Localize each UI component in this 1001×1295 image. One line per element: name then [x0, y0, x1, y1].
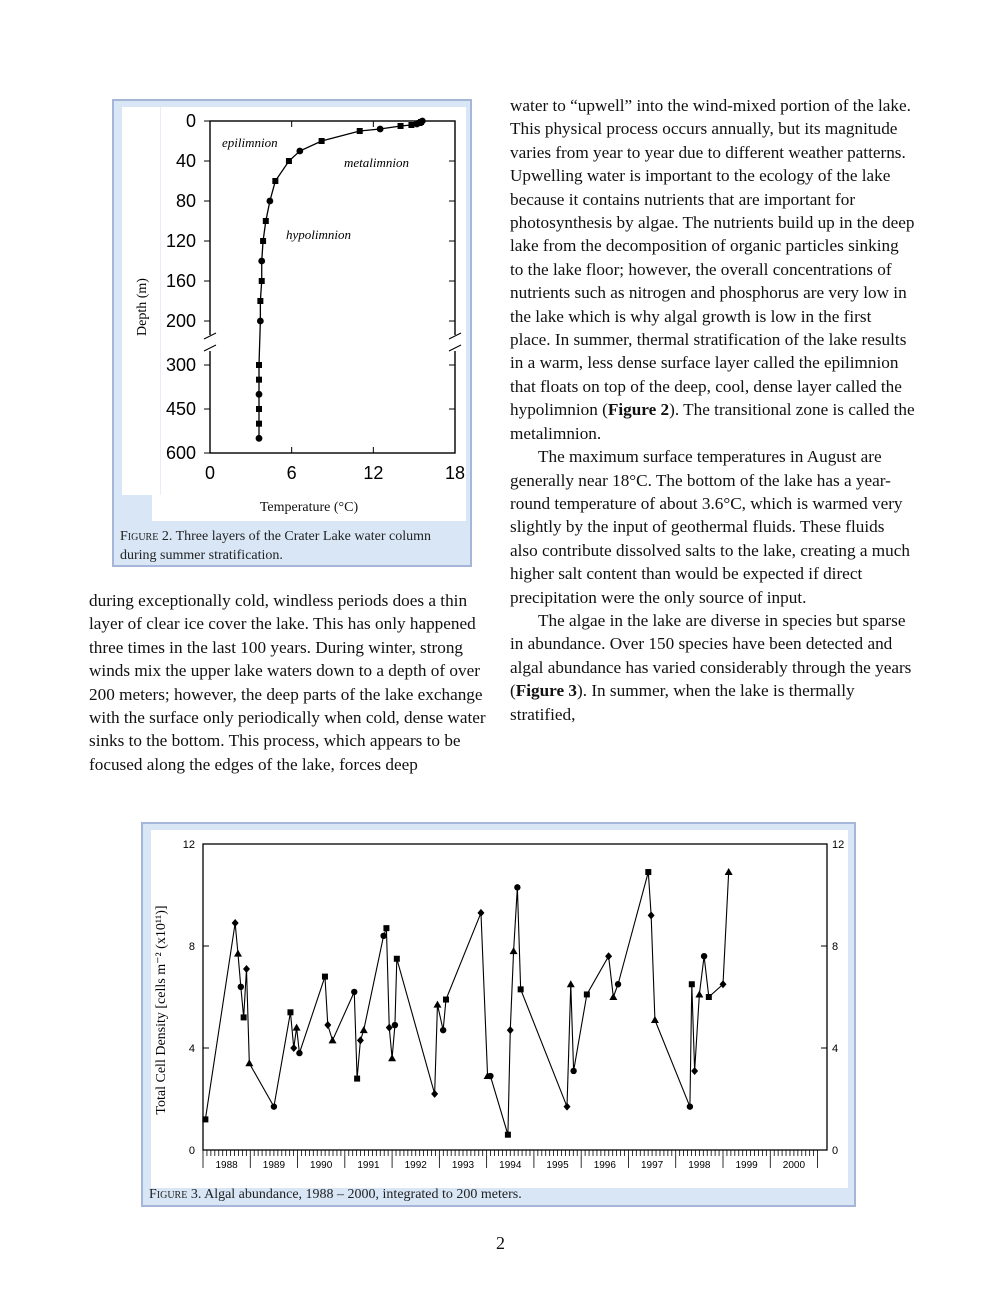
data-point [357, 128, 363, 134]
data-point [695, 990, 703, 997]
right-paragraph-3-tail: ). In summer, when the lake is thermally stratified, [510, 681, 855, 724]
figure-3 [141, 822, 856, 1207]
plot-left-strip [160, 107, 161, 495]
data-point [296, 1050, 302, 1056]
data-point [689, 981, 695, 987]
x-tick-label: 1997 [640, 1160, 664, 1171]
data-point [354, 1076, 360, 1082]
data-point [514, 884, 520, 890]
data-point [380, 933, 386, 939]
data-point [567, 980, 575, 987]
body-text-left: during exceptionally cold, windless periods does a thin layer of clear ice cover the lake. This has only happened three times in the last 100 years. During winter, strong winds mix the upper lake waters down to a depth of over 200 meters; however, the deep parts of the lake exchange with the surface only periodically when cold, dense water sinks to the bottom. This process, which appears to be focused along the edges of the lake, forces deep [89, 591, 486, 774]
data-point [256, 377, 262, 383]
data-point [615, 981, 621, 987]
x-tick-label: 1989 [262, 1160, 286, 1171]
data-point [477, 909, 484, 917]
y-tick-label-right: 0 [832, 1145, 839, 1157]
annotation-epilimnion: epilimnion [222, 135, 278, 150]
figure-2-caption-text: Three layers of the Crater Lake water column during summer stratification. [120, 529, 431, 563]
body-text-right [510, 94, 915, 726]
x-tick-label: 12 [363, 463, 384, 483]
data-point [260, 238, 266, 244]
data-point [433, 1001, 441, 1008]
chart-layer [166, 111, 465, 483]
y-tick-label: 12 [182, 839, 195, 851]
data-point [398, 123, 404, 129]
data-point [296, 148, 303, 155]
data-point [706, 994, 712, 1000]
figure-3-caption-label: Figure 3. [149, 1187, 202, 1202]
x-tick-label: 1999 [735, 1160, 758, 1171]
plot-frame [203, 844, 827, 1150]
data-point [324, 1021, 331, 1029]
right-paragraph-1-tail: ). The transitional zone is called the metalimnion. [510, 400, 915, 443]
data-point [408, 122, 414, 128]
data-point [687, 1103, 693, 1109]
temperature-depth-chart [122, 107, 466, 495]
data-point [256, 362, 262, 368]
data-point [256, 406, 262, 412]
x-tick-label: 1998 [688, 1160, 711, 1171]
data-point [259, 278, 265, 284]
data-point [257, 298, 263, 304]
algal-abundance-chart [151, 830, 848, 1188]
x-tick-label: 1995 [546, 1160, 569, 1171]
data-point [386, 1024, 393, 1032]
data-point [243, 965, 250, 973]
data-point [360, 1026, 368, 1033]
data-point [234, 950, 242, 957]
data-point [564, 1103, 571, 1111]
page-number: 2 [496, 1233, 505, 1253]
y-tick-label: 0 [188, 1145, 195, 1157]
data-point [392, 1022, 398, 1028]
y-tick-label: 8 [188, 941, 195, 953]
figure-3-caption-text: Algal abundance, 1988 – 2000, integrated to 200 meters. [204, 1187, 522, 1202]
data-point [263, 218, 269, 224]
y-tick-label: 600 [165, 443, 196, 463]
x-tick-label: 1988 [215, 1160, 238, 1171]
y-tick-label-right: 12 [832, 839, 845, 851]
data-point [329, 1036, 337, 1043]
figure-3-reference: Figure 3 [515, 681, 577, 701]
data-point [272, 178, 278, 184]
data-point [518, 986, 524, 992]
annotation-hypolimnion: hypolimnion [286, 227, 351, 242]
data-point [443, 997, 449, 1003]
y-tick-label: 450 [165, 399, 196, 419]
y-tick-label-right: 8 [832, 941, 839, 953]
x-tick-label: 1994 [499, 1160, 522, 1171]
data-point [725, 868, 733, 875]
data-point [271, 1103, 277, 1109]
data-point [394, 956, 400, 962]
y-axis-label: Depth (m) [135, 278, 150, 336]
data-point [609, 993, 617, 1000]
data-point [202, 1116, 208, 1122]
right-paragraph-2: The maximum surface temperatures in August are generally near 18°C. The bottom of the lake has a year-round temperature of about 3.6°C, which is warmed very slightly by the input of geothermal fluids. These fluids also contribute dissolved salts to the lake, creating a much higher salt content than would be expected if direct precipitation were the only source of input. [510, 447, 910, 607]
data-point [648, 911, 655, 919]
figure-2-reference: Figure 2 [607, 400, 670, 420]
data-point [286, 158, 292, 164]
data-point [357, 1036, 364, 1044]
data-point [505, 1132, 511, 1138]
x-tick-label: 18 [444, 463, 466, 483]
data-point [256, 421, 262, 427]
x-tick-label: 6 [286, 463, 297, 483]
data-point [440, 1027, 446, 1033]
data-point [258, 258, 265, 265]
x-tick-label: 2000 [782, 1160, 806, 1171]
data-point [377, 126, 384, 133]
x-axis-label: Temperature (°C) [152, 495, 466, 521]
data-point [691, 1067, 698, 1075]
chart-layer [183, 839, 845, 1171]
figure-3-caption [149, 1186, 522, 1204]
data-point [287, 1009, 293, 1015]
data-point [584, 991, 590, 997]
x-tick-label: 1996 [593, 1160, 616, 1171]
data-point [256, 435, 263, 442]
x-tick-label: 1992 [404, 1160, 427, 1171]
y-tick-label: 80 [175, 191, 196, 211]
data-point [266, 198, 273, 205]
y-axis-label: Total Cell Density [cells m⁻² (x10¹¹)] [154, 905, 169, 1115]
x-tick-label: 1990 [310, 1160, 333, 1171]
data-point [241, 1014, 247, 1020]
data-point [293, 1024, 301, 1031]
data-point [383, 925, 389, 931]
x-tick-label: 1991 [357, 1160, 380, 1171]
y-tick-label: 300 [165, 355, 196, 375]
data-point [413, 121, 420, 128]
data-point [319, 138, 325, 144]
data-point [507, 1026, 514, 1034]
y-tick-label: 200 [165, 311, 196, 331]
data-point [257, 318, 264, 325]
data-point [487, 1073, 493, 1079]
data-point [570, 1068, 576, 1074]
y-tick-label: 0 [185, 111, 196, 131]
data-point [645, 869, 651, 875]
data-point [651, 1016, 659, 1023]
y-tick-label: 120 [165, 231, 196, 251]
data-point [605, 952, 612, 960]
x-tick-label: 0 [204, 463, 216, 483]
y-tick-label: 40 [175, 151, 196, 171]
data-point [245, 1059, 253, 1066]
data-point [290, 1044, 297, 1052]
right-paragraph-1: water to “upwell” into the wind-mixed portion of the lake. This physical process occurs annually, but its magnitude varies from year to year due to different weather patterns. Upwelling water is important to the ecology of the lake because it contains nutrients that are important for photosynthesis by algae. The nutrients build up in the deep lake from the decomposition of organic particles sinking to the lake floor; however, the overall concentrations of nutrients such as nitrogen and phosphorus are very low in the lake which is why algal growth is low in the first place. In summer, thermal stratification of the lake results in a warm, less dense surface layer called the epilimnion that floats on top of the deep, cool, dense layer called the hypolimnion ( [510, 96, 915, 420]
data-point [431, 1090, 438, 1098]
data-point [322, 974, 328, 980]
data-point [238, 984, 244, 990]
y-tick-label-right: 4 [832, 1043, 839, 1055]
y-tick-label: 160 [165, 271, 196, 291]
figure-2-plot-area [122, 107, 466, 495]
figure-2-caption-label: Figure 2. [120, 529, 173, 544]
abundance-line [205, 872, 728, 1135]
annotation-metalimnion: metalimnion [344, 155, 409, 170]
right-paragraph-3: The algae in the lake are diverse in species but sparse in abundance. Over 150 species have been detected and algal abundance has varied considerably through the years ( [510, 610, 912, 701]
y-tick-label: 4 [188, 1043, 195, 1055]
data-point [351, 989, 357, 995]
data-point [510, 947, 518, 954]
plot-frame [210, 121, 455, 453]
data-point [701, 953, 707, 959]
x-tick-label: 1993 [451, 1160, 475, 1171]
data-point [388, 1054, 396, 1061]
figure-3-plot-area [151, 830, 848, 1188]
data-point [256, 391, 263, 398]
figure-2 [112, 99, 472, 567]
figure-2-caption [120, 527, 468, 565]
data-point [232, 919, 239, 927]
